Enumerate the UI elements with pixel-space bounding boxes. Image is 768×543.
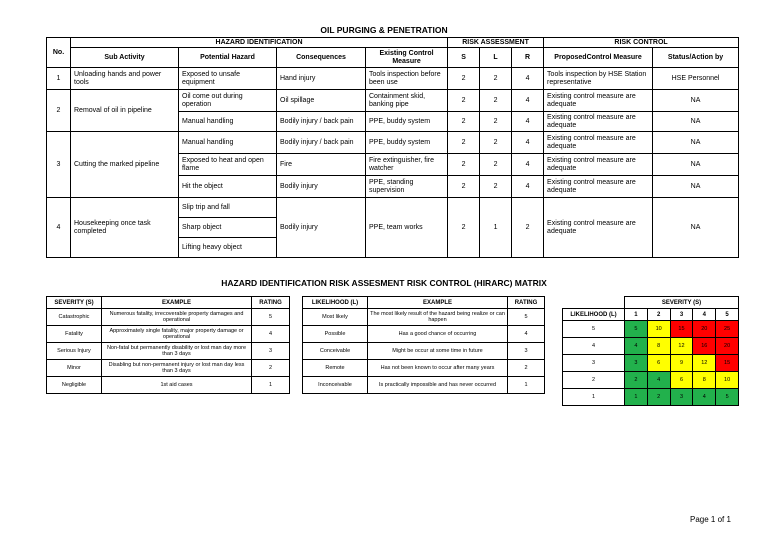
header-consequences: Consequences <box>277 48 366 68</box>
proposed-control: Tools inspection by HSE Station representative <box>544 68 653 90</box>
likelihood-value: 2 <box>480 154 512 176</box>
matrix-cell: 20 <box>693 321 716 338</box>
likelihood-value: 2 <box>480 68 512 90</box>
status-action: NA <box>653 198 739 258</box>
table-row <box>47 377 290 394</box>
consequence: Bodily injury <box>277 198 366 258</box>
severity-value: 2 <box>448 112 480 132</box>
matrix-likelihood-level: 2 <box>563 372 625 389</box>
likelihood-rating: 4 <box>508 326 545 343</box>
header-risk-control: RISK CONTROL <box>544 38 739 48</box>
matrix-row <box>563 321 739 338</box>
header-severity: S <box>448 48 480 68</box>
status-action: NA <box>653 112 739 132</box>
matrix-cell: 5 <box>625 321 648 338</box>
severity-value: 2 <box>448 68 480 90</box>
matrix-cell: 1 <box>625 389 648 406</box>
matrix-cell: 16 <box>693 338 716 355</box>
likelihood-level: Possible <box>303 326 368 343</box>
table-row <box>303 377 545 394</box>
severity-value: 2 <box>448 176 480 198</box>
severity-level: Catastrophic <box>47 309 102 326</box>
header-existing-control: Existing Control Measure <box>366 48 448 68</box>
severity-rating: 4 <box>252 326 290 343</box>
matrix-cell: 12 <box>693 355 716 372</box>
header-sub-activity: Sub Activity <box>71 48 179 68</box>
severity-value: 2 <box>448 198 480 258</box>
severity-rating: 2 <box>252 360 290 377</box>
severity-example: Disabling but non-permanent injury or lost man day less than 3 days <box>102 360 252 377</box>
existing-control: PPE, buddy system <box>366 112 448 132</box>
risk-value: 4 <box>512 132 544 154</box>
likelihood-example: The most likely result of the hazard being realize or can happen <box>368 309 508 326</box>
risk-value: 4 <box>512 112 544 132</box>
matrix-cell: 12 <box>670 338 693 355</box>
likelihood-header: LIKELIHOOD (L) <box>303 297 368 309</box>
severity-header: SEVERITY (S) <box>47 297 102 309</box>
activity-number: 3 <box>47 132 71 198</box>
potential-hazard: Exposed to unsafe equipment <box>179 68 277 90</box>
example-header: EXAMPLE <box>368 297 508 309</box>
severity-level: Serious Injury <box>47 343 102 360</box>
header-no: No. <box>47 38 71 68</box>
consequence: Fire <box>277 154 366 176</box>
proposed-control: Existing control measure are adequate <box>544 176 653 198</box>
table-row <box>47 90 739 112</box>
table-row <box>47 132 739 154</box>
rating-header: RATING <box>508 297 545 309</box>
matrix-severity-level: 2 <box>647 309 670 321</box>
severity-example: Non-fatal but permanently disability or lost man day more than 3 days <box>102 343 252 360</box>
status-action: NA <box>653 176 739 198</box>
severity-value: 2 <box>448 132 480 154</box>
proposed-control: Existing control measure are adequate <box>544 132 653 154</box>
severity-example: Approximately single fatality, major property damage or operational <box>102 326 252 343</box>
likelihood-example: Is practically impossible and has never occurred <box>368 377 508 394</box>
proposed-control: Existing control measure are adequate <box>544 154 653 176</box>
likelihood-level: Conceivable <box>303 343 368 360</box>
matrix-cell: 15 <box>670 321 693 338</box>
status-action: NA <box>653 90 739 112</box>
existing-control: PPE, standing supervision <box>366 176 448 198</box>
matrix-cell: 6 <box>670 372 693 389</box>
rating-header: RATING <box>252 297 290 309</box>
likelihood-example: Might be occur at some time in future <box>368 343 508 360</box>
proposed-control: Existing control measure are adequate <box>544 90 653 112</box>
risk-value: 2 <box>512 198 544 258</box>
matrix-row <box>563 372 739 389</box>
likelihood-level: Most likely <box>303 309 368 326</box>
matrix-cell: 4 <box>693 389 716 406</box>
matrix-cell: 10 <box>716 372 739 389</box>
potential-hazard: Hit the object <box>179 176 277 198</box>
risk-value: 4 <box>512 154 544 176</box>
matrix-cell: 8 <box>693 372 716 389</box>
matrix-severity-level: 5 <box>716 309 739 321</box>
consequence: Bodily injury <box>277 176 366 198</box>
severity-value: 2 <box>448 90 480 112</box>
severity-level: Minor <box>47 360 102 377</box>
table-row <box>47 309 290 326</box>
matrix-cell: 2 <box>647 389 670 406</box>
likelihood-value: 2 <box>480 132 512 154</box>
matrix-cell: 6 <box>647 355 670 372</box>
existing-control: PPE, team works <box>366 198 448 258</box>
header-risk: R <box>512 48 544 68</box>
existing-control: PPE, buddy system <box>366 132 448 154</box>
matrix-likelihood-level: 5 <box>563 321 625 338</box>
header-proposed-control: ProposedControl Measure <box>544 48 653 68</box>
matrix-severity-level: 3 <box>670 309 693 321</box>
matrix-severity-level: 4 <box>693 309 716 321</box>
likelihood-table <box>302 296 545 394</box>
matrix-cell: 10 <box>647 321 670 338</box>
likelihood-example: Has a good chance of occurring <box>368 326 508 343</box>
header-likelihood: L <box>480 48 512 68</box>
matrix-cell: 9 <box>670 355 693 372</box>
likelihood-rating: 3 <box>508 343 545 360</box>
page-number: Page 1 of 1 <box>690 515 731 524</box>
proposed-control: Existing control measure are adequate <box>544 112 653 132</box>
matrix-cell: 3 <box>625 355 648 372</box>
table-row <box>47 198 739 218</box>
potential-hazard: Exposed to heat and open flame <box>179 154 277 176</box>
matrix-cell: 8 <box>647 338 670 355</box>
matrix-row <box>563 355 739 372</box>
severity-level: Fatality <box>47 326 102 343</box>
likelihood-example: Has not been known to occur after many years <box>368 360 508 377</box>
matrix-cell: 4 <box>647 372 670 389</box>
table-row <box>303 343 545 360</box>
potential-hazard: Manual handling <box>179 132 277 154</box>
header-status-action: Status/Action by <box>653 48 739 68</box>
consequence: Hand injury <box>277 68 366 90</box>
sub-activity: Housekeeping once task completed <box>71 198 179 258</box>
table-row <box>303 309 545 326</box>
risk-value: 4 <box>512 90 544 112</box>
severity-rating: 3 <box>252 343 290 360</box>
existing-control: Fire extinguisher, fire watcher <box>366 154 448 176</box>
matrix-cell: 4 <box>625 338 648 355</box>
matrix-likelihood-header: LIKELIHOOD (L) <box>563 309 625 321</box>
hira-table <box>46 37 739 258</box>
likelihood-value: 2 <box>480 90 512 112</box>
proposed-control: Existing control measure are adequate <box>544 198 653 258</box>
likelihood-level: Remote <box>303 360 368 377</box>
sub-activity: Unloading hands and power tools <box>71 68 179 90</box>
status-action: HSE Personnel <box>653 68 739 90</box>
likelihood-value: 2 <box>480 112 512 132</box>
sub-activity: Removal of oil in pipeline <box>71 90 179 132</box>
table-row <box>303 360 545 377</box>
example-header: EXAMPLE <box>102 297 252 309</box>
header-risk-assessment: RISK ASSESSMENT <box>448 38 544 48</box>
severity-table <box>46 296 290 394</box>
likelihood-value: 2 <box>480 176 512 198</box>
likelihood-rating: 5 <box>508 309 545 326</box>
consequence: Bodily injury / back pain <box>277 132 366 154</box>
potential-hazard: Sharp object <box>179 218 277 238</box>
document-title: OIL PURGING & PENETRATION <box>320 25 448 35</box>
severity-example: Numerous fatality, irrecoverable property damages and operational <box>102 309 252 326</box>
potential-hazard: Oil come out during operation <box>179 90 277 112</box>
table-row <box>47 326 290 343</box>
status-action: NA <box>653 132 739 154</box>
table-row <box>47 343 290 360</box>
matrix-severity-level: 1 <box>625 309 648 321</box>
activity-number: 2 <box>47 90 71 132</box>
status-action: NA <box>653 154 739 176</box>
consequence: Oil spillage <box>277 90 366 112</box>
matrix-row <box>563 338 739 355</box>
matrix-cell: 5 <box>716 389 739 406</box>
matrix-title: HAZARD IDENTIFICATION RISK ASSESMENT RISK CONTROL (HIRARC) MATRIX <box>221 278 547 288</box>
likelihood-rating: 2 <box>508 360 545 377</box>
consequence: Bodily injury / back pain <box>277 112 366 132</box>
risk-value: 4 <box>512 68 544 90</box>
matrix-likelihood-level: 4 <box>563 338 625 355</box>
severity-example: 1st aid cases <box>102 377 252 394</box>
table-row <box>47 360 290 377</box>
existing-control: Tools inspection before been use <box>366 68 448 90</box>
potential-hazard: Manual handling <box>179 112 277 132</box>
activity-number: 1 <box>47 68 71 90</box>
matrix-corner <box>563 297 625 309</box>
activity-number: 4 <box>47 198 71 258</box>
potential-hazard: Lifting heavy object <box>179 238 277 258</box>
existing-control: Containment skid, banking pipe <box>366 90 448 112</box>
matrix-cell: 2 <box>625 372 648 389</box>
likelihood-level: Inconceivable <box>303 377 368 394</box>
matrix-likelihood-level: 1 <box>563 389 625 406</box>
header-potential-hazard: Potential Hazard <box>179 48 277 68</box>
matrix-cell: 15 <box>716 355 739 372</box>
header-hazard-identification: HAZARD IDENTIFICATION <box>71 38 448 48</box>
table-row <box>47 68 739 90</box>
matrix-severity-header: SEVERITY (S) <box>625 297 739 309</box>
matrix-row <box>563 389 739 406</box>
severity-rating: 1 <box>252 377 290 394</box>
severity-level: Negligible <box>47 377 102 394</box>
risk-value: 4 <box>512 176 544 198</box>
severity-rating: 5 <box>252 309 290 326</box>
risk-matrix <box>562 296 739 406</box>
likelihood-rating: 1 <box>508 377 545 394</box>
matrix-cell: 3 <box>670 389 693 406</box>
potential-hazard: Slip trip and fall <box>179 198 277 218</box>
severity-value: 2 <box>448 154 480 176</box>
matrix-cell: 20 <box>716 338 739 355</box>
matrix-cell: 25 <box>716 321 739 338</box>
table-row <box>303 326 545 343</box>
likelihood-value: 1 <box>480 198 512 258</box>
matrix-likelihood-level: 3 <box>563 355 625 372</box>
sub-activity: Cutting the marked pipeline <box>71 132 179 198</box>
